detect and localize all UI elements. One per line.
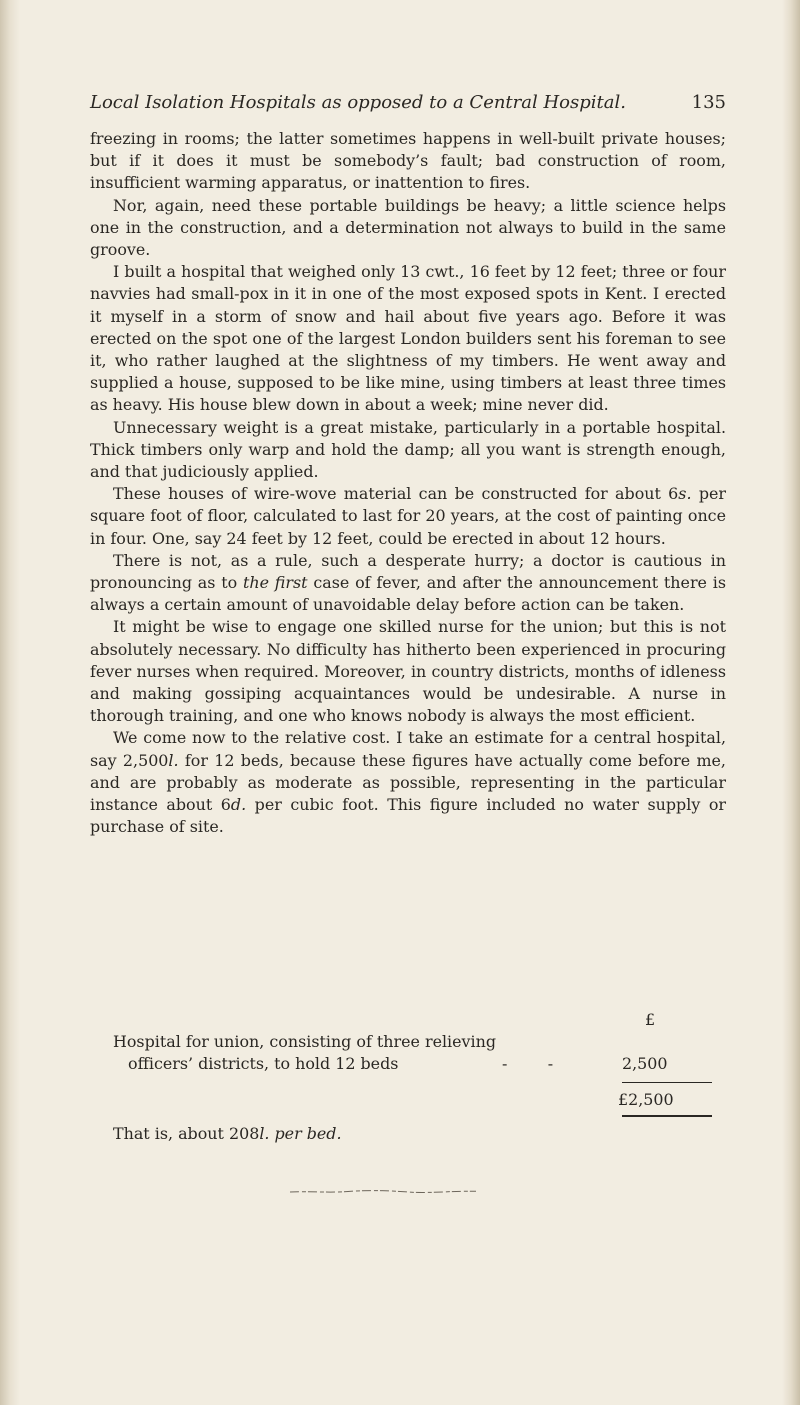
paragraph [90,483,726,550]
text-segment: case of fever, and after the announcement there is always a certain amount of unavoidable delay before action can be taken. [90,573,726,615]
currency-heading: £ [644,1010,656,1029]
italic-text: the first [242,573,308,593]
account-item-line-2: officers’ districts, to hold 12 beds [128,1054,399,1073]
text-segment: Nor, again, need these portable buildings be heavy; a little science helps one in the construction, and a determination not always to build in the same groove. [90,195,726,260]
text-segment: I built a hospital that weighed only 13 cwt., 16 feet by 12 feet; three or four navvies had small-pox in it in one of the most exposed spots in Kent. I erected it myself in a storm of snow and hail about five years ago. Before it was erected on the spot one of the largest London builders sent his foreman to see it, who rather laughed at the slightness of my timbers. He went away and supplied a house, supposed to be like mine, using timbers at least three times as heavy. His house blew down in about a week; mine never did. [90,262,726,415]
total-rule [622,1115,712,1117]
conclusion-line [113,1123,342,1145]
account-item-amount: 2,500 [622,1054,668,1073]
body-text [90,128,726,839]
account-item-line-1: Hospital for union, consisting of three relieving [113,1032,497,1051]
italic-text: l. per bed. [259,1124,342,1143]
page-number: 135 [691,92,726,113]
page-edge-right [782,0,800,1405]
page-header [90,92,726,122]
paragraph [90,128,726,195]
paragraph [90,727,726,838]
text-segment: These houses of wire-wove material can be constructed for about 6 [113,484,679,504]
paragraph [90,550,726,617]
text-segment: per square foot of floor, calculated to last for 20 years, at the cost of painting once in four. One, say 24 feet by 12 feet, could be erected in about 12 hours. [90,484,726,548]
text-segment: That is, about 208 [113,1124,260,1143]
paragraph [90,616,726,727]
text-segment: We come now to the relative cost. I take an estimate for a central hospital, say 2,500 [90,728,726,770]
italic-text: l. [168,750,179,770]
italic-text: s. [678,484,692,504]
text-segment: It might be wise to engage one skilled nurse for the union; but this is not absolutely necessary. No difficulty has hitherto been experienced in procuring fever nurses when required. Moreover, in country districts, months of idleness and making gossiping acquaintances would be undesirable. A nurse in thorough training, and one who knows nobody is always the most efficient. [90,617,726,726]
text-segment: for 12 beds, because these figures have actually come before me, and are probably as moderate as possible, representing in the particular instance about 6 [90,750,726,815]
account-leader-dashes: - - [502,1054,554,1073]
end-ornament [288,1188,478,1194]
paragraph [90,417,726,484]
cost-account [90,1009,726,1119]
paragraph [90,261,726,416]
paragraph [90,195,726,262]
text-segment: freezing in rooms; the latter sometimes happens in well-built private houses; but if it does it must be somebody’s fault; bad construction of room, insufficient warming apparatus, or inattention to fires. [90,129,726,193]
italic-text: d. [230,795,247,815]
account-total: £2,500 [618,1090,674,1109]
text-segment: There is not, as a rule, such a desperate hurry; a doctor is cautious in pronouncing as to [90,550,726,593]
text-segment: per cubic foot. This figure included no water supply or purchase of site. [90,795,726,837]
text-segment: Unnecessary weight is a great mistake, particularly in a portable hospital. Thick timbers only warp and hold the damp; all you want is strength enough, and that judiciously applied. [90,417,726,482]
sum-rule [622,1082,712,1083]
running-head: Local Isolation Hospitals as opposed to a Central Hospital. [90,92,626,113]
page-edge-left [0,0,20,1405]
